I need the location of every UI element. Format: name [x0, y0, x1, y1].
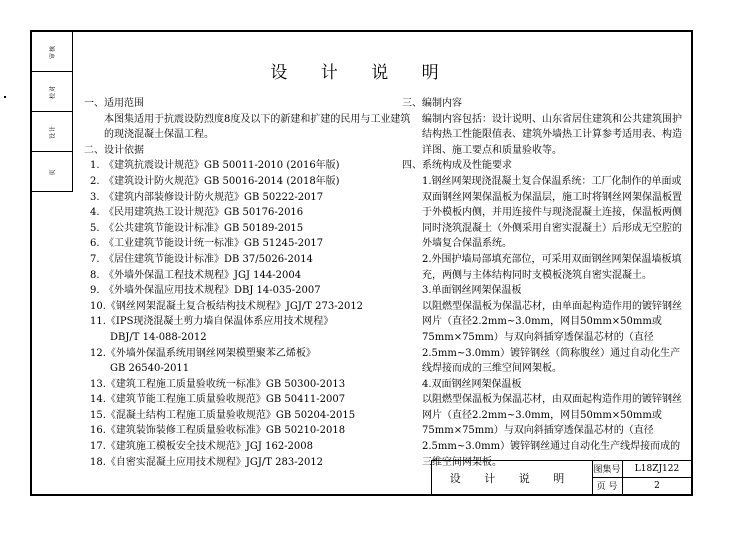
reference-item: 10.《钢丝网架混凝土复合板结构技术规程》JGJ/T 273-2012 [90, 300, 364, 312]
reference-list [84, 158, 414, 470]
section-heading: 一、适用范围 [84, 98, 144, 109]
page-label: 页 号 [592, 478, 623, 495]
reference-item: 9. 《外墙外保温应用技术规程》DBJ 14-035-2007 [90, 285, 321, 297]
section-heading: 三、编制内容 [402, 98, 462, 109]
reference-item: 5. 《公共建筑节能设计标准》GB 50189-2015 [90, 222, 304, 234]
reference-item: 4. 《民用建筑热工设计规范》GB 50176-2016 [90, 207, 304, 219]
sidebar-cell: 校对 [32, 72, 72, 112]
system-item: 1.钢丝网架现浇混凝土复合保温系统：工厂化制作的单面或双面钢丝网架保温板为保温层，施工时将钢丝网架保温板置于外模板内侧，并用连接件与现浇混凝土连接，保温板两侧同时浇筑混凝土（外侧采用自密实混凝土）后形成无空腔的外墙复合保温系统。 [422, 175, 682, 250]
page-row [592, 478, 691, 495]
system-item: 4.双面钢丝网架保温板 [422, 378, 522, 390]
atlas-row [592, 461, 691, 478]
section-heading: 四、系统构成及性能要求 [402, 160, 512, 172]
reference-item: 11.《IPS现浇混凝土剪力墙自保温体系应用技术规程》 DBJ/T 14-088-2012 [90, 316, 334, 343]
system-item-detail: 以阻燃型保温板为保温芯材，由单面起构造作用的镀锌钢丝网片（直径2.2mm~3.0mm，网目50mm×50mm或75mm×75mm）与双向斜插穿透保温芯材的（直径2.5mm~3.0mm）镀锌钢丝（筒称腹丝）通过自动化生产线焊接而成的三维空间网架板。 [422, 300, 682, 375]
reference-item: 13.《建筑工程施工质量验收统一标准》GB 50300-2013 [90, 378, 346, 390]
section-heading: 二、设计依据 [84, 144, 144, 156]
page-title: 设 计 说 明 [270, 63, 453, 83]
reference-item: 3. 《建筑内部装修设计防火规范》GB 50222-2017 [90, 191, 324, 203]
section-text: 本图集适用于抗震设防烈度8度及以下的新建和扩建的民用与工业建筑的现浇混凝土保温工程。 [104, 113, 411, 141]
reference-item: 1. 《建筑抗震设计规范》GB 50011-2010 (2016年版) [90, 160, 340, 172]
sidebar-cell: 设计 [32, 112, 72, 152]
page-number: 2 [654, 480, 660, 491]
reference-item: 12.《外墙外保温系统用钢丝网架模塑聚苯乙烯板》 GB 26540-2011 [90, 347, 316, 375]
right-column [402, 96, 687, 470]
title-block-name: 设 计 说 明 [432, 461, 593, 494]
reference-item: 15.《混凝土结构工程施工质量验收规范》GB 50204-2015 [90, 409, 356, 421]
drawing-frame [30, 30, 693, 496]
title-block-grid [592, 461, 691, 494]
system-item: 3.单面钢丝网架保温板 [422, 285, 522, 297]
sidebar-cell: 审核 [32, 32, 72, 72]
reference-item: 16.《建筑装饰装修工程质量验收标准》GB 50210-2018 [90, 425, 346, 437]
title-block [431, 460, 691, 494]
approval-sidebar [32, 32, 73, 192]
system-item: 2.外围护墙局部填充部位，可采用双面钢丝网架保温墙板填充，两侧与主体结构同时支模板浇筑自密实混凝土。 [422, 253, 682, 281]
reference-item: 14.《建筑节能工程施工质量验收规范》GB 50411-2007 [90, 394, 346, 406]
reference-item: 7. 《居住建筑节能设计标准》DB 37/5026-2014 [90, 253, 313, 265]
margin-dot [4, 96, 6, 98]
section-text: 编制内容包括：设计说明、山东省居住建筑和公共建筑围护结构热工性能限值表、建筑外墙热工计算参考适用表、构造详图、施工要点和质量验收等。 [422, 113, 682, 156]
atlas-label: 图集号 [592, 461, 623, 477]
reference-item: 18.《自密实混凝土应用技术规程》JGJ/T 283-2012 [90, 456, 324, 468]
left-column [84, 96, 414, 470]
reference-item: 17.《建筑施工模板安全技术规范》JGJ 162-2008 [90, 441, 314, 453]
reference-item: 8. 《外墙外保温工程技术规程》JGJ 144-2004 [90, 269, 302, 281]
atlas-number: L18ZJ122 [634, 463, 680, 474]
reference-item: 6. 《工业建筑节能设计统一标准》GB 51245-2017 [90, 238, 324, 250]
sidebar-cell: 页 [32, 152, 72, 192]
reference-item: 2. 《建筑设计防火规范》GB 50016-2014 (2018年版) [90, 175, 340, 187]
system-item-detail: 以阻燃型保温板为保温芯材，由双面起构造作用的镀锌钢丝网片（直径2.2mm~3.0mm，网目50mm×50mm或75mm×75mm）与双向斜插穿透保温芯材的（直径2.5mm~3.0mm）镀锌钢丝通过自动化生产线焊接而成的三维空间网架板。 [422, 394, 682, 468]
